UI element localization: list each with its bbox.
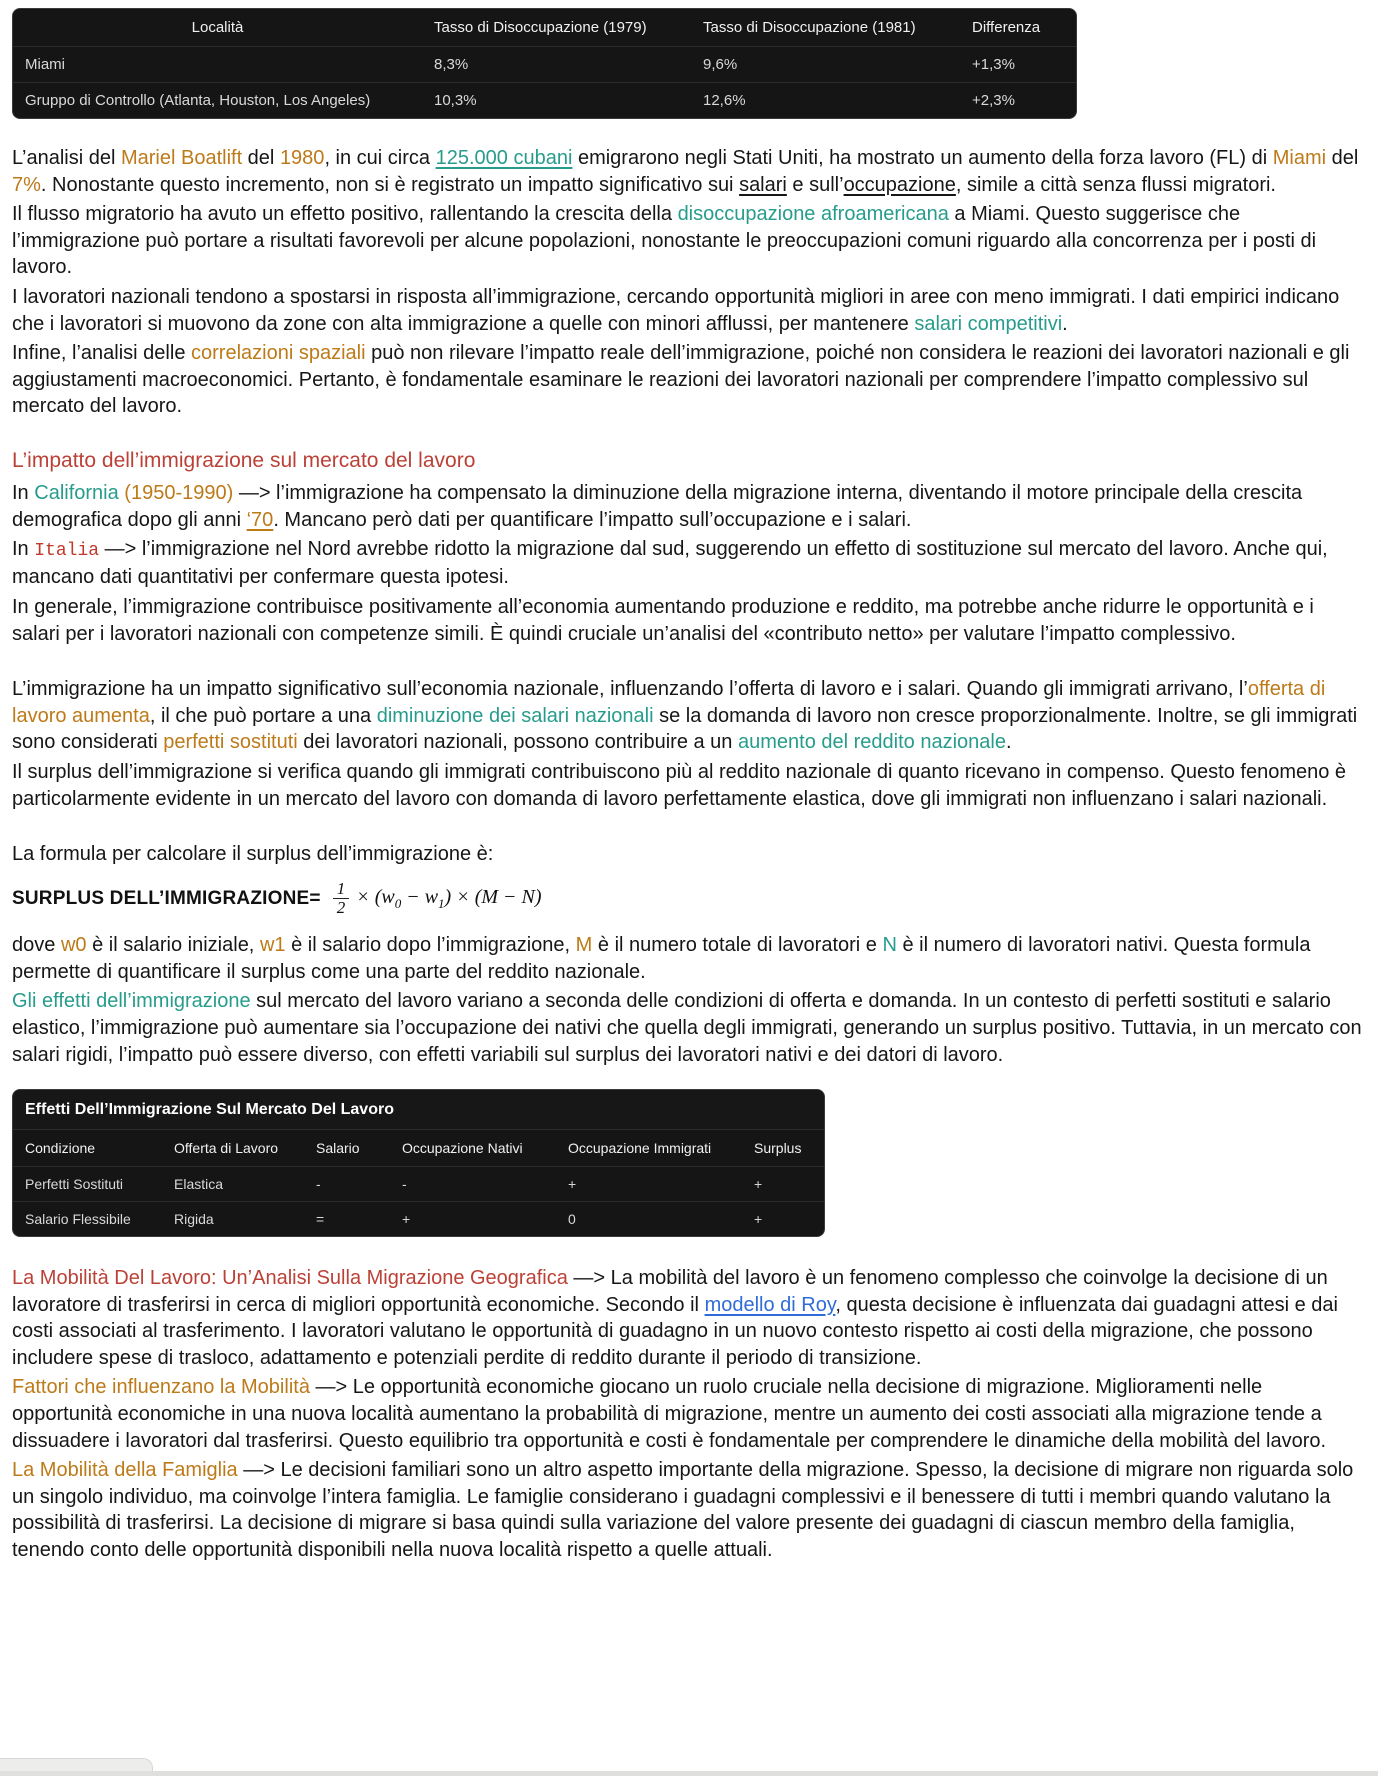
text-segment: 7% <box>12 173 41 196</box>
paragraph <box>12 1265 1364 1371</box>
table-cell: Perfetti Sostituti <box>13 1167 162 1202</box>
page-bottom-edge <box>0 1771 1378 1776</box>
inline-link[interactable]: modello di Roy <box>704 1293 836 1316</box>
text-segment: Il surplus dell’immigrazione si verifica quando gli immigrati contribuiscono più al reddito nazionale di quanto ricevano in compenso. Questo fenomeno è particolarmente evidente in un mercato del lavoro con domanda di lavoro perfettamente elastica, dove gli immigrati non influenzano i salari nazionali. <box>12 760 1347 810</box>
column-header: Tasso di Disoccupazione (1979) <box>434 19 647 36</box>
table-cell: Salario Flessibile <box>13 1202 162 1237</box>
paragraph <box>12 1374 1364 1454</box>
fraction-numerator: 1 <box>336 878 346 898</box>
text-segment: w0 <box>60 934 87 957</box>
formula-label: SURPLUS DELL’IMMIGRAZIONE= <box>12 887 321 909</box>
table-cell: +1,3% <box>960 47 1076 83</box>
text-segment: Gli effetti dell’immigrazione <box>12 990 251 1013</box>
text-segment: Mariel Boatlift <box>120 147 243 169</box>
text-segment: . <box>1062 312 1068 335</box>
text-segment: M <box>575 934 593 957</box>
paragraph <box>12 1457 1364 1563</box>
text-segment: , simile a città senza flussi migratori. <box>955 173 1276 196</box>
table-cell: + <box>556 1167 742 1202</box>
paragraph <box>12 536 1364 591</box>
text-segment: offerta di lavoro aumenta <box>12 678 1326 727</box>
text-segment: emigrarono negli Stati Uniti, ha mostrato un aumento della forza lavoro (FL) di <box>572 147 1273 169</box>
text-segment: può non rilevare l’impatto reale dell’immigrazione, poiché non considera le reazioni dei lavoratori nazionali e gli aggiustamenti macroeconomici. Pertanto, è fondamentale esaminare le reazioni dei lavoratori nazionali per comprendere l’impatto complessivo sul mercato del lavoro. <box>12 342 1350 418</box>
text-segment: —> La mobilità del lavoro è un fenomeno complesso che coinvolge la decisione di un lavoratore di trasferirsi in cerca di migliori opportunità economiche. Secondo il <box>12 1267 1328 1316</box>
text-segment: L’analisi del <box>12 147 121 169</box>
table-cell: 0 <box>556 1202 742 1237</box>
column-header: Località <box>191 19 244 36</box>
text-segment: . <box>1005 731 1012 754</box>
paragraph <box>12 594 1364 647</box>
column-header: Salario <box>316 1140 360 1157</box>
text-segment: diminuzione dei salari nazionali <box>376 704 654 727</box>
spacer <box>12 123 1364 145</box>
text-segment: . Mancano però dati per quantificare l’impatto sull’occupazione e i salari. <box>273 508 912 531</box>
text-segment: N <box>882 934 897 957</box>
text-segment: a Miami. Questo suggerisce che l’immigrazione può portare a risultati favorevoli per alcune popolazioni, nonostante le preoccupazioni comuni riguardo alla concorrenza per i posti di lavoro. <box>12 203 1317 279</box>
table <box>13 1130 824 1236</box>
text-segment: , il che può portare a una <box>149 704 377 727</box>
text-segment: Miami <box>1272 147 1327 169</box>
fraction-denominator: 2 <box>333 898 350 918</box>
paragraph <box>12 201 1364 281</box>
document-body <box>12 8 1364 1564</box>
paragraph <box>12 340 1364 420</box>
paragraph <box>12 759 1364 812</box>
table-cell: + <box>390 1202 556 1237</box>
table-cell: Miami <box>13 47 422 83</box>
unemployment-table <box>12 8 1077 119</box>
text-segment: sul mercato del lavoro variano a seconda delle condizioni di offerta e domanda. In un contesto di perfetti sostituti e salario elastico, l’immigrazione può aumentare sia l’occupazione dei nativi che quella degli immigrati, generando un surplus positivo. Tuttavia, in un mercato con salari rigidi, l’impatto può essere diverso, con effetti variabili sul surplus dei lavoratori nativi e dei datori di lavoro. <box>12 990 1362 1066</box>
paragraph <box>12 988 1364 1068</box>
table-cell: Rigida <box>162 1202 304 1237</box>
paragraph <box>12 145 1364 198</box>
column-header: Tasso di Disoccupazione (1981) <box>703 19 916 36</box>
text-segment: correlazioni spaziali <box>191 342 366 365</box>
spacer <box>12 815 1364 841</box>
text-segment: dei lavoratori nazionali, possono contribuire a un <box>297 731 738 754</box>
next-page-corner <box>0 1758 153 1772</box>
text-segment: è il numero di lavoratori nativi. Questa formula permette di quantificare il surplus come una parte del reddito nazionale. <box>12 934 1311 983</box>
text-segment: è il salario iniziale, <box>86 934 260 957</box>
text-segment: La Mobilità della Famiglia <box>12 1459 238 1482</box>
table-cell: 9,6% <box>691 47 960 83</box>
text-segment: è il salario dopo l’immigrazione, <box>285 934 576 957</box>
surplus-formula <box>12 880 1364 918</box>
table-cell: 10,3% <box>422 83 691 119</box>
text-segment: salari competitivi <box>914 312 1063 335</box>
column-header: Surplus <box>754 1140 802 1157</box>
text-segment: —> Le decisioni familiari sono un altro aspetto importante della migrazione. Spesso, la decisione di migrare non riguarda solo un singolo individuo, ma coinvolge l’intera famiglia. Le famiglie considerano i guadagni complessivi e il benessere di tutti i membri quando valutano la possibilità di trasferirsi. La decisione di migrare si basa quindi sulla variazione del valore presente dei guadagni di ciascun membro della famiglia, tenendo conto delle opportunità disponibili nella nuova località rispetto a quelle attuali. <box>12 1459 1354 1562</box>
text-segment: è il numero totale di lavoratori e <box>592 934 883 957</box>
text-segment: aumento del reddito nazionale <box>737 731 1006 754</box>
table-row <box>13 83 1076 119</box>
text-segment: , questa decisione è influenzata dai guadagni attesi e dai costi associati al trasferimento. I lavoratori valutano le opportunità di guadagno in un nuovo contesto rispetto ai costi della migrazione, che possono includere spese di trasloco, adattamento e potenziali perdite di reddito durante il periodo di transizione. <box>12 1293 1338 1369</box>
text-segment: —> l’immigrazione ha compensato la diminuzione della migrazione interna, diventando il motore principale della crescita demografica dopo gli anni <box>12 482 1303 531</box>
table-cell: 8,3% <box>422 47 691 83</box>
text-segment: 1980 <box>279 147 325 169</box>
paragraph <box>12 284 1364 337</box>
table <box>13 9 1076 118</box>
paragraph <box>12 480 1364 533</box>
text-segment: —> Le opportunità economiche giocano un ruolo cruciale nella decisione di migrazione. Miglioramenti nelle opportunità economiche in una nuova località aumentano la probabilità di migrazione, mentre un aumento dei costi associati alla migrazione tende a dissuadere i lavoratori dal trasferirsi. Questo equilibrio tra opportunità e costi è fondamentale per comprendere le dinamiche della mobilità del lavoro. <box>12 1376 1327 1452</box>
text-segment: I lavoratori nazionali tendono a spostarsi in risposta all’immigrazione, cercando opportunità migliori in aree con meno immigrati. I dati empirici indicano che i lavoratori si muovono da zone con alta immigrazione a quelle con minori afflussi, per mantenere <box>12 285 1340 335</box>
table-title: Effetti Dell’Immigrazione Sul Mercato Del Lavoro <box>13 1090 824 1130</box>
table-cell: Elastica <box>162 1167 304 1202</box>
text-segment: , in cui circa <box>324 147 436 169</box>
text-segment: del <box>242 147 280 169</box>
text-segment: Italia <box>34 541 100 562</box>
text-segment: perfetti sostituti <box>163 731 298 754</box>
table-cell: = <box>304 1202 390 1237</box>
text-segment: se la domanda di lavoro non cresce proporzionalmente. Inoltre, se gli immigrati sono considerati <box>12 704 1358 754</box>
column-header: Differenza <box>972 19 1041 36</box>
paragraph <box>12 676 1364 756</box>
text-segment: Il flusso migratorio ha avuto un effetto positivo, rallentando la crescita della <box>12 203 678 226</box>
text-segment: . Nonostante questo incremento, non si è registrato un impatto significativo sui <box>40 173 740 196</box>
text-segment: Infine, l’analisi delle <box>12 342 191 365</box>
column-header: Condizione <box>25 1140 96 1157</box>
table-cell: +2,3% <box>960 83 1076 119</box>
table-cell: 12,6% <box>691 83 960 119</box>
text-segment: Fattori che influenzano la Mobilità <box>12 1376 310 1399</box>
text-segment: In <box>12 538 35 561</box>
text-segment: disoccupazione afroamericana <box>677 203 949 226</box>
spacer <box>12 650 1364 676</box>
text-segment: salari <box>739 173 787 196</box>
text-segment: California <box>34 482 119 505</box>
table-header-row <box>13 9 1076 47</box>
text-segment: del <box>1326 147 1359 169</box>
column-header: Occupazione Immigrati <box>568 1140 712 1157</box>
inline-link[interactable]: 125.000 cubani <box>435 147 573 169</box>
effects-table <box>12 1089 825 1237</box>
column-header: Occupazione Nativi <box>402 1140 523 1157</box>
table-cell: - <box>390 1167 556 1202</box>
table-header-row <box>13 1130 824 1167</box>
spacer <box>12 1071 1364 1089</box>
text-segment: L’immigrazione ha un impatto significativo sull’economia nazionale, influenzando l’offerta di lavoro e i salari. Quando gli immigrati arrivano, l’ <box>12 678 1248 701</box>
spacer <box>12 423 1364 445</box>
table-row <box>13 47 1076 83</box>
column-header: Offerta di Lavoro <box>174 1140 279 1157</box>
table-row <box>13 1202 824 1237</box>
text-segment: In generale, l’immigrazione contribuisce positivamente all’economia aumentando produzione e reddito, ma potrebbe anche ridurre le opportunità e i salari per i lavoratori nazionali con competenze simili. È quindi cruciale un’analisi del «contributo netto» per valutare l’impatto complessivo. <box>12 596 1314 645</box>
text-segment: In <box>12 482 35 505</box>
text-segment: dove <box>12 934 61 957</box>
text-segment: w1 <box>259 934 286 957</box>
table-cell: - <box>304 1167 390 1202</box>
spacer <box>12 1241 1364 1265</box>
text-segment: e sull’ <box>786 173 844 196</box>
table-cell: Gruppo di Controllo (Atlanta, Houston, Los Angeles) <box>13 83 422 119</box>
text-segment: ‘70 <box>246 508 274 531</box>
table-cell: + <box>742 1167 824 1202</box>
text-segment: occupazione <box>843 173 956 196</box>
paragraph <box>12 841 1364 868</box>
text-segment: La Mobilità Del Lavoro: Un’Analisi Sulla Migrazione Geografica <box>12 1267 568 1290</box>
table-row <box>13 1167 824 1202</box>
table-cell: + <box>742 1202 824 1237</box>
paragraph <box>12 932 1364 985</box>
text-segment: (1950-1990) <box>124 482 234 505</box>
formula-expression: × $(w_0 - w_1) \times (M - N)$ <box>356 885 542 911</box>
fraction-one-half <box>333 880 350 918</box>
text-segment: —> l’immigrazione nel Nord avrebbe ridotto la migrazione dal sud, suggerendo un effetto di sostituzione sul mercato del lavoro. Anche qui, mancano dati quantitativi per confermare questa ipotesi. <box>12 538 1328 589</box>
section-heading: L’impatto dell’immigrazione sul mercato del lavoro <box>12 448 476 472</box>
text-segment: La formula per calcolare il surplus dell’immigrazione è: <box>12 843 494 866</box>
